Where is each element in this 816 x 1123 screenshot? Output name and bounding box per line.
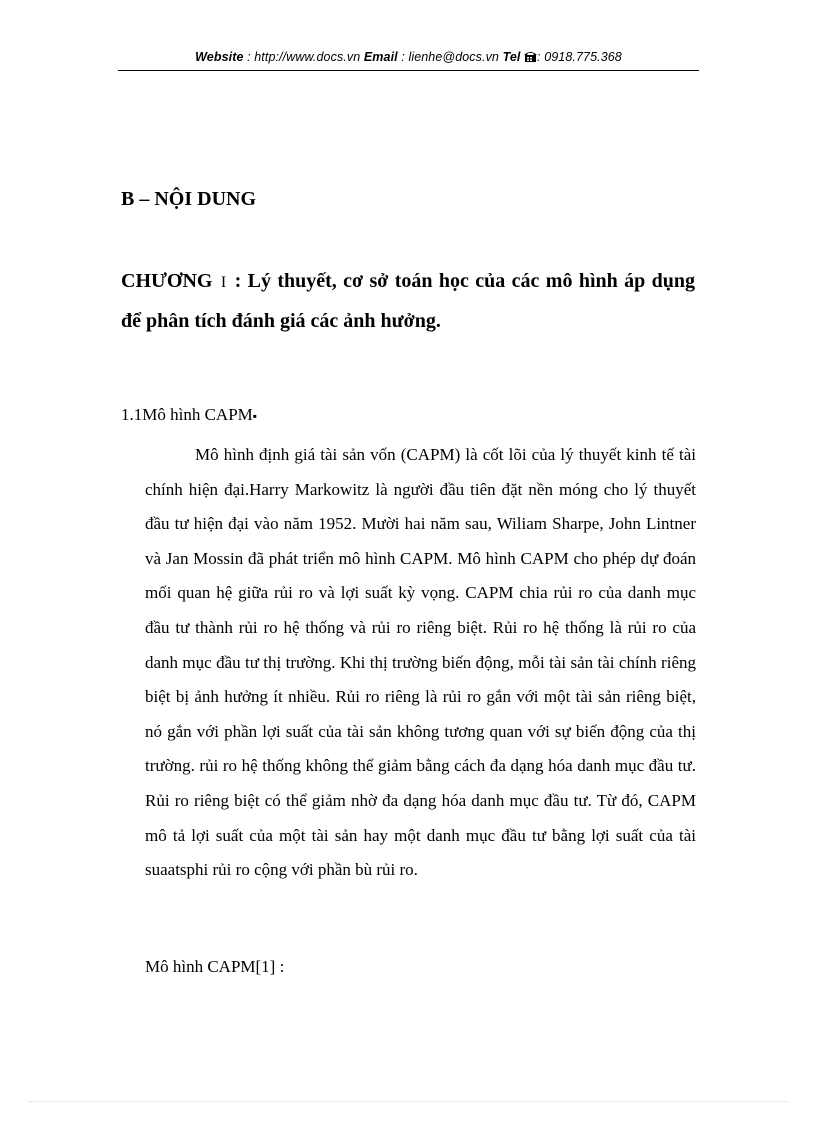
footer-divider (28, 1101, 788, 1102)
email-value: : lienhe@docs.vn (401, 50, 499, 64)
chapter-prefix: CHƯƠNG (121, 270, 213, 292)
phone-icon (524, 50, 537, 64)
tel-label: Tel (502, 50, 521, 64)
subsection-heading-text: 1.1Mô hình CAPM (121, 405, 253, 424)
website-value: : http://www.docs.vn (247, 50, 361, 64)
page-header (118, 50, 699, 64)
email-label: Email (363, 50, 398, 64)
chapter-title-text: : Lý thuyết, cơ sở toán học của các mô hình áp dụng để phân tích đánh giá các ảnh hưởng. (121, 270, 696, 332)
bullet-marker: ▪ (252, 409, 258, 423)
formula-label: Mô hình CAPM[1] : (145, 957, 285, 976)
chapter-title (121, 262, 695, 341)
subsection-heading (121, 405, 257, 425)
tel-value: : 0918.775.368 (537, 50, 622, 64)
chapter-number: I (220, 274, 227, 291)
header-divider (118, 70, 699, 71)
body-paragraph: Mô hình định giá tài sản vốn (CAPM) là cốt lõi của lý thuyết kinh tế tài chính hiện đại.Harry Markowitz là người đầu tiên đặt nền móng cho lý thuyết đầu tư hiện đại vào năm 1952. Mười hai năm sau, Wiliam Sharpe, John Lintner và Jan Mossin đã phát triển mô hình CAPM. Mô hình CAPM cho phép dự đoán mối quan hệ giữa rủi ro và lợi suất kỳ vọng. CAPM chia rủi ro của danh mục đầu tư thành rủi ro hệ thống và rủi ro riêng biệt. Rủi ro hệ thống là rủi ro của danh mục đầu tư thị trường. Khi thị trường biến động, mỗi tài sản tài chính riêng biệt bị ảnh hưởng ít nhiều. Rủi ro riêng là rủi ro gắn với một tài sản riêng biệt, nó gắn với phần lợi suất của tài sản không tương quan với sự biến động của thị trường. rủi ro hệ thống không thể giảm bằng cách đa dạng hóa danh mục đầu tư. Rủi ro riêng biệt có thể giảm nhờ đa dạng hóa danh mục đầu tư. Từ đó, CAPM mô tả lợi suất của một tài sản hay một danh mục đầu tư bằng lợi suất của tài suaatsphi rủi ro cộng với phần bù rủi ro. (145, 445, 696, 880)
website-label: Website (195, 50, 244, 64)
section-title: B – NỘI DUNG (121, 188, 257, 210)
